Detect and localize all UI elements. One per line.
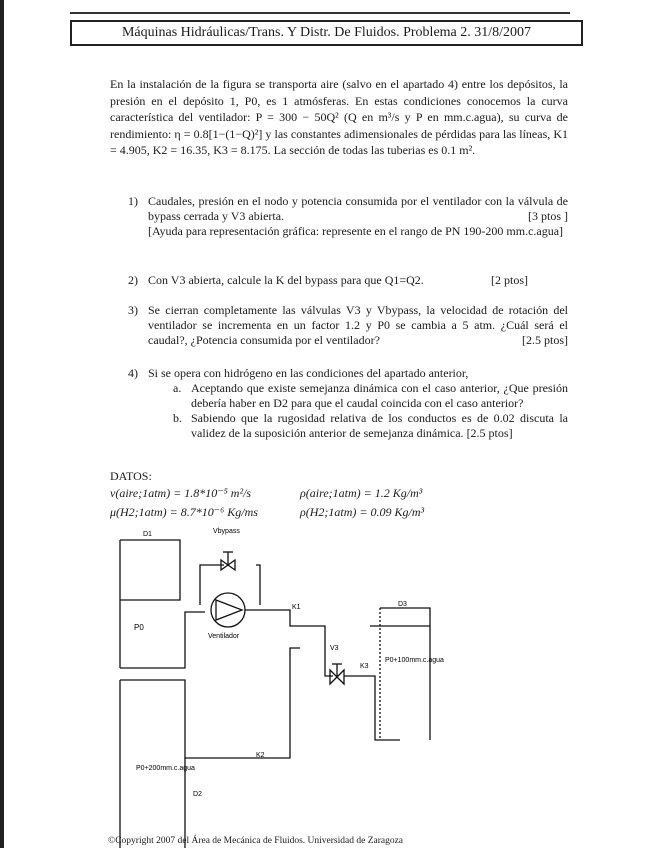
label-ventilador: Ventilador [208, 633, 240, 640]
question-points: [2.5 ptos] [522, 333, 568, 347]
question-points: [2.5 ptos] [466, 426, 513, 440]
subquestion-label: a. [173, 381, 182, 395]
datos-h2-density: ρ(H2;1atm) = 0.09 Kg/m³ [300, 505, 425, 519]
question-points: [2 ptos] [491, 273, 528, 287]
copyright-footer: ©Copyright 2007 del Área de Mecánica de Fluidos. Universidad de Zaragoza [108, 836, 404, 846]
question-number: 2) [128, 273, 138, 287]
label-d2: D2 [193, 791, 202, 798]
label-k3: K3 [360, 663, 369, 670]
datos-heading: DATOS: [110, 469, 152, 483]
header-title: Máquinas Hidráulicas/Trans. Y Distr. De Fluidos. Problema 2. 31/8/2007 [121, 25, 532, 40]
label-p3: P0+100mm.c.agua [385, 657, 444, 664]
question-text: Se cierran completamente las válvulas V3 y Vbypass, la velocidad de rotación del ventilador se incrementa en un factor 1.2 y P0 se cambia a 5 atm. ¿Cuál será el caudal?, ¿Potencia consumida por el ventilador? [148, 303, 568, 347]
question-number: 1) [128, 194, 138, 208]
label-p2: P0+200mm.c.agua [136, 765, 195, 772]
question-text: Con V3 abierta, calcule la K del bypass para que Q1=Q2. [148, 273, 424, 287]
subquestion-label: b. [173, 411, 182, 425]
question-text: Caudales, presión en el nodo y potencia consumida por el ventilador con la válvula de bypass cerrada y V3 abierta. [148, 194, 568, 223]
question-points: [3 ptos ] [528, 209, 568, 223]
label-p0: P0 [134, 623, 144, 632]
question-hint: [Ayuda para representación gráfica: represente en el rango de PN 190-200 mm.c.agua] [148, 224, 564, 238]
tank-d1 [120, 540, 180, 600]
question-number: 4) [128, 366, 138, 380]
datos-air-viscosity: ν(aire;1atm) = 1.8*10⁻⁵ m²/s [110, 486, 252, 500]
label-k2: K2 [256, 752, 265, 759]
datos-h2-viscosity: μ(H2;1atm) = 8.7*10⁻⁶ Kg/ms [110, 505, 258, 519]
subquestion-body: Sabiendo que la rugosidad relativa de los conductos es de 0.02 discuta la validez de la suposición anterior de semejanza dinámica. [191, 411, 568, 440]
question-text: Si se opera con hidrógeno en las condiciones del apartado anterior, [148, 366, 469, 380]
label-d1: D1 [143, 531, 152, 538]
intro-paragraph: En la instalación de la figura se transporta aire (salvo en el apartado 4) entre los depósitos, la presión en el depósito 1, P0, es 1 atmósferas. En estas condiciones conocemos la curva característica del ventilador: P = 300 − 50Q² (Q en m³/s y P en mm.c.agua), su curva de rendimiento: η = 0.8[1−(1−Q)²] y las constantes adimensionales de pérdidas para las líneas, K1 = 4.905, K2 = 16.35, K3 = 8.175. La sección de todas las tuberias es 0.1 m². [110, 77, 568, 157]
fan-arrow-icon [216, 600, 242, 620]
question-number: 3) [128, 303, 138, 317]
datos-air-density: ρ(aire;1atm) = 1.2 Kg/m³ [300, 486, 423, 500]
label-vbypass: Vbypass [213, 528, 240, 535]
label-d3: D3 [398, 601, 407, 608]
label-v3: V3 [330, 645, 339, 652]
subquestion-text: Aceptando que existe semejanza dinámica con el caso anterior, ¿Que presión debería haber en D2 para que el caudal coincida con el caso anterior? [191, 381, 568, 410]
label-k1: K1 [292, 604, 301, 611]
tank-d3 [380, 608, 430, 740]
